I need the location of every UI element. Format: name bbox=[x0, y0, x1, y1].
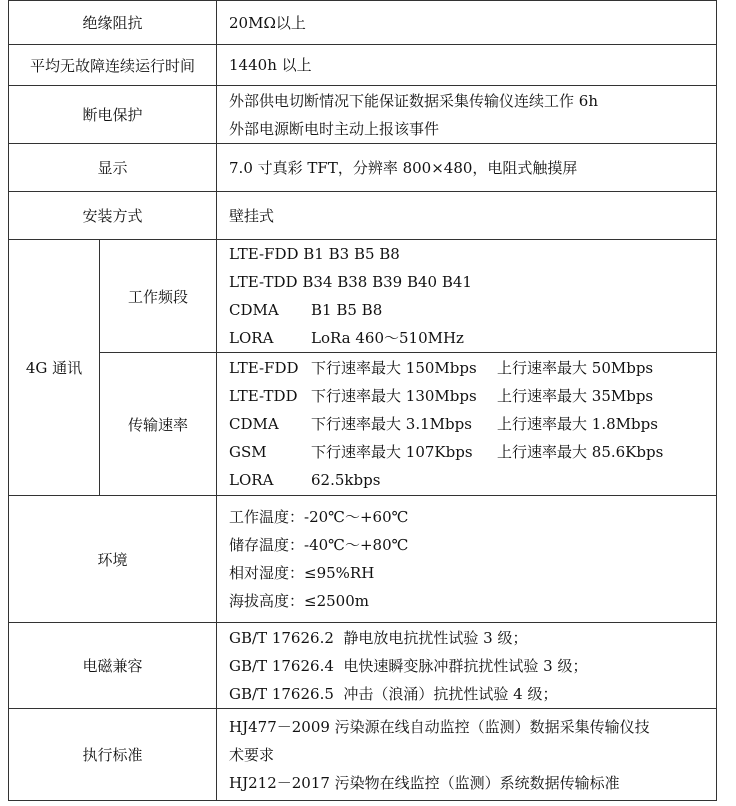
value-line: GB/T 17626.4 电快速瞬变脉冲群抗扰性试验 3 级； bbox=[229, 656, 588, 675]
value-line: 储存温度：-40℃～+80℃ bbox=[229, 536, 409, 554]
value-line: 外部供电切断情况下能保证数据采集传输仪连续工作 6h bbox=[229, 91, 598, 110]
value-line: LTE-TDD B34 B38 B39 B40 B41 bbox=[229, 273, 472, 291]
row-value bbox=[217, 496, 717, 623]
value-line: 壁挂式 bbox=[229, 206, 275, 225]
value-line: GB/T 17626.2 静电放电抗扰性试验 3 级； bbox=[229, 628, 528, 647]
row-label: 执行标准 bbox=[9, 709, 217, 801]
row-value bbox=[217, 144, 717, 192]
value-line: 7.0 寸真彩 TFT，分辨率 800×480，电阻式触摸屏 bbox=[229, 158, 578, 177]
value-line: 海拔高度：≤2500m bbox=[229, 592, 369, 610]
row-label: 平均无故障连续运行时间 bbox=[9, 45, 217, 86]
table-row bbox=[9, 240, 717, 353]
value-line: LTE-TDD 下行速率最大 130Mbps 上行速率最大 35Mbps bbox=[229, 387, 654, 405]
value-line: 相对湿度：≤95%RH bbox=[229, 564, 375, 582]
table-row bbox=[9, 144, 717, 192]
group-label: 4G 通讯 bbox=[9, 240, 100, 496]
row-label: 显示 bbox=[9, 144, 217, 192]
table-row bbox=[9, 353, 717, 496]
table-row bbox=[9, 45, 717, 86]
row-label: 断电保护 bbox=[9, 86, 217, 144]
value-line: GSM 下行速率最大 107Kbps 上行速率最大 85.6Kbps bbox=[229, 443, 664, 461]
value-line: LTE-FDD B1 B3 B5 B8 bbox=[229, 245, 400, 263]
value-line: 外部电源断电时主动上报该事件 bbox=[229, 119, 440, 138]
value-line: 20MΩ以上 bbox=[229, 13, 306, 32]
row-label: 传输速率 bbox=[100, 353, 217, 496]
value-line: HJ212－2017 污染物在线监控（监测）系统数据传输标准 bbox=[229, 773, 620, 792]
row-label: 工作频段 bbox=[100, 240, 217, 353]
row-value bbox=[217, 240, 717, 353]
row-label: 电磁兼容 bbox=[9, 623, 217, 709]
value-line: CDMA 下行速率最大 3.1Mbps 上行速率最大 1.8Mbps bbox=[229, 415, 658, 433]
value-line: 术要求 bbox=[229, 745, 275, 764]
row-value bbox=[217, 86, 717, 144]
value-line: 1440h 以上 bbox=[229, 56, 312, 74]
table-row bbox=[9, 1, 717, 45]
row-value bbox=[217, 623, 717, 709]
table-row bbox=[9, 86, 717, 144]
row-label: 环境 bbox=[9, 496, 217, 623]
table-row bbox=[9, 709, 717, 801]
row-label: 绝缘阻抗 bbox=[9, 1, 217, 45]
value-line: 工作温度：-20℃～+60℃ bbox=[229, 508, 409, 526]
value-line: CDMA B1 B5 B8 bbox=[229, 301, 383, 319]
value-line: LTE-FDD 下行速率最大 150Mbps 上行速率最大 50Mbps bbox=[229, 359, 654, 377]
value-line: LORA 62.5kbps bbox=[229, 471, 381, 489]
row-value bbox=[217, 192, 717, 240]
spec-table bbox=[8, 0, 717, 801]
row-label: 安装方式 bbox=[9, 192, 217, 240]
row-value bbox=[217, 353, 717, 496]
value-line: LORA LoRa 460～510MHz bbox=[229, 329, 464, 347]
row-value bbox=[217, 709, 717, 801]
value-line: HJ477－2009 污染源在线自动监控（监测）数据采集传输仪技 bbox=[229, 717, 650, 736]
table-row bbox=[9, 192, 717, 240]
row-value bbox=[217, 1, 717, 45]
value-line: GB/T 17626.5 冲击（浪涌）抗扰性试验 4 级； bbox=[229, 684, 558, 703]
row-value bbox=[217, 45, 717, 86]
table-row bbox=[9, 623, 717, 709]
table-row bbox=[9, 496, 717, 623]
